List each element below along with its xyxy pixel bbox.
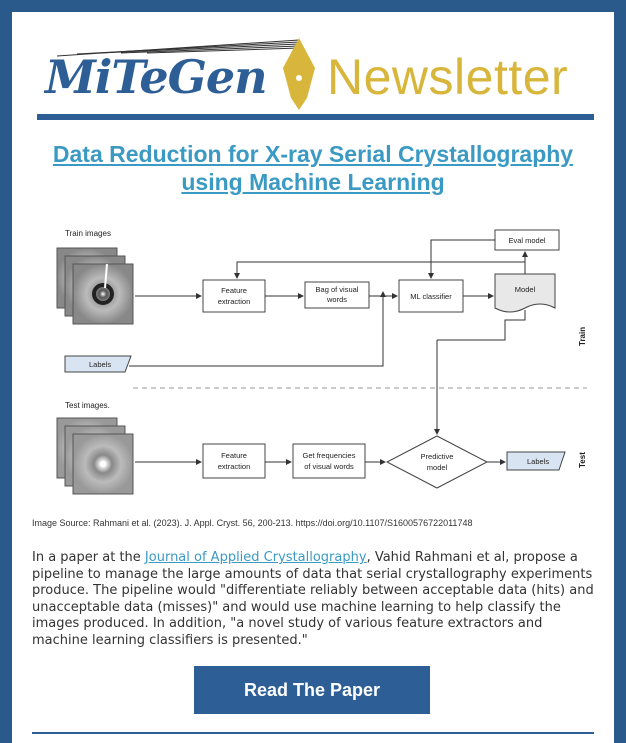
eval-model-label: Eval model xyxy=(508,236,546,245)
feature-extraction-label-1: Feature xyxy=(221,286,247,295)
test-image-stack xyxy=(57,418,133,494)
predictive-model-diamond xyxy=(387,436,487,488)
labels-input-label: Labels xyxy=(89,360,112,369)
feature-extraction-box xyxy=(203,280,265,312)
test-images-label: Test images. xyxy=(65,401,110,410)
predictive-label-1: Predictive xyxy=(420,452,454,461)
ml-classifier-label: ML classifier xyxy=(410,292,452,301)
body-rest: , Vahid Rahmani et al, propose a pipeline to manage the large amounts of data that serial crystallography experiments produce. The pipeline would "differentiate reliably between acceptable data (hits) and unacceptable data (misses)" and would use machine learning to help classify the images produced. In addition, "a novel study of various feature extractors and machine learning classifiers is presented." xyxy=(32,550,594,648)
header-divider xyxy=(37,114,594,120)
article-body xyxy=(32,550,597,650)
image-source-caption: Image Source: Rahmani et al. (2023). J. Appl. Cryst. 56, 200-213. https://doi.org/10.1107/S1600576722011748 xyxy=(32,518,473,528)
read-paper-button[interactable]: Read The Paper xyxy=(194,666,430,714)
bag-label-1: Bag of visual xyxy=(315,285,359,294)
newsletter-card xyxy=(12,12,614,743)
predictive-label-2: model xyxy=(426,463,448,472)
train-side-label: Train xyxy=(578,326,587,346)
journal-link[interactable]: Journal of Applied Crystallography xyxy=(144,550,367,565)
frequencies-box xyxy=(293,444,365,478)
test-side-label: Test xyxy=(578,452,587,468)
train-image-stack xyxy=(57,248,133,324)
test-feature-label-1: Feature xyxy=(221,451,247,460)
mitegen-newsletter-logo[interactable] xyxy=(37,26,597,116)
feature-extraction-label-2: extraction xyxy=(217,297,251,306)
labels-output-label: Labels xyxy=(527,457,550,466)
test-feature-extraction-box xyxy=(203,444,265,478)
footer-divider xyxy=(32,732,594,734)
logo-mitegen-text: MiTeGen xyxy=(45,50,267,104)
pipeline-diagram xyxy=(37,212,597,512)
article-title-link[interactable]: Data Reduction for X-ray Serial Crystallography using Machine Learning xyxy=(52,141,574,195)
train-images-label: Train images xyxy=(65,229,111,238)
frequencies-label-2: of visual words xyxy=(304,462,354,471)
logo-newsletter-text: Newsletter xyxy=(327,49,569,105)
test-feature-label-2: extraction xyxy=(217,462,251,471)
bag-label-2: words xyxy=(326,295,348,304)
model-label: Model xyxy=(514,285,536,294)
frequencies-label-1: Get frequencies xyxy=(302,451,356,460)
body-intro: In a paper at the xyxy=(32,550,145,565)
